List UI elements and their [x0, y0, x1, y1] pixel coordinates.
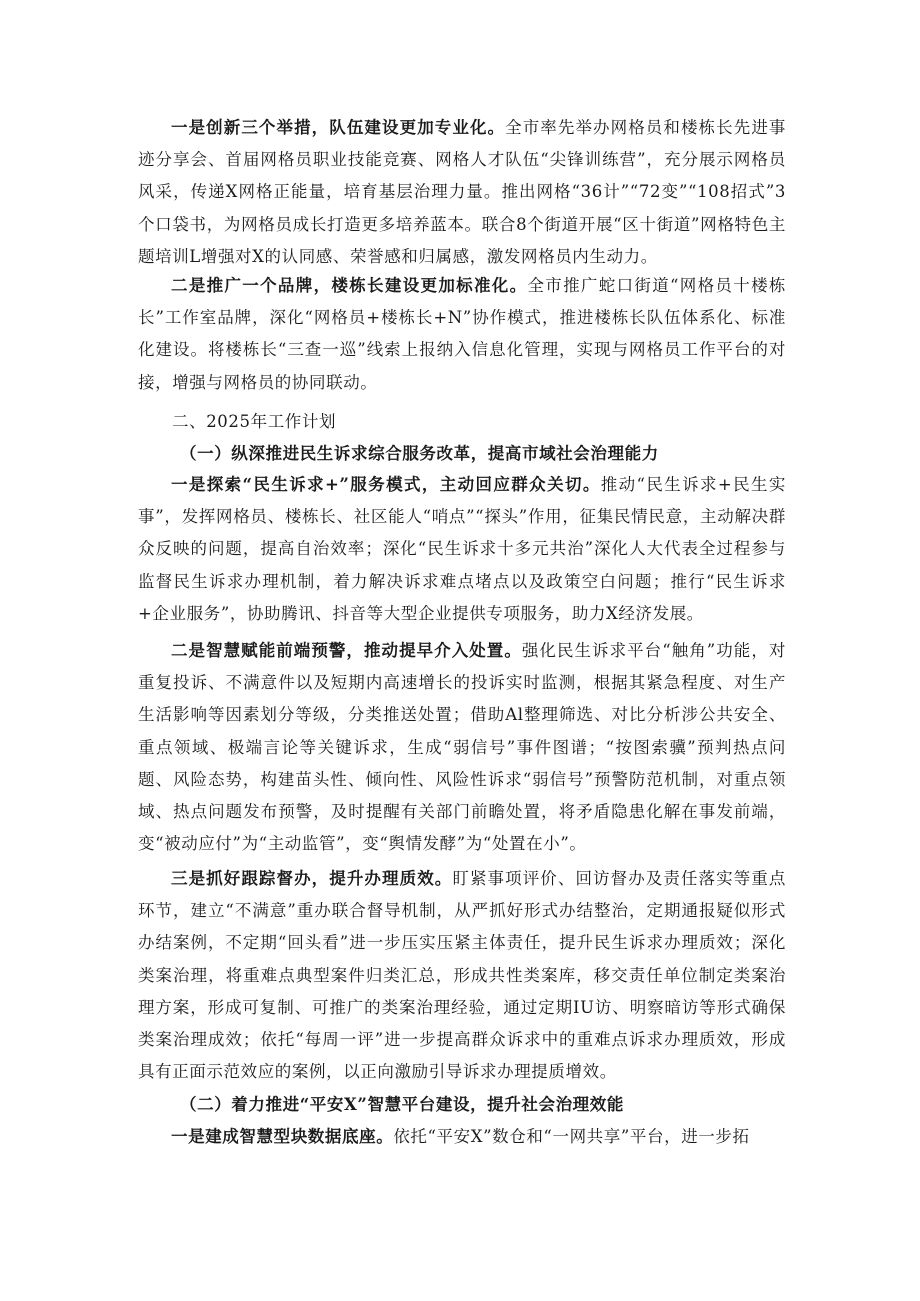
subsection-heading: （二）着力推进“平安X”智慧平台建设，提升社会治理效能	[180, 1095, 624, 1114]
paragraph-body: 依托“平安X”数仓和“一网共享”平台，进一步拓	[393, 1127, 750, 1146]
paragraph-brand	[138, 270, 786, 399]
paragraph-lead: 一是探索“民生诉求+”服务模式，主动回应群众关切。	[171, 475, 601, 494]
paragraph-body: 全市推广蛇口街道“网格员十楼栋长”工作室品牌，深化“网格员+楼栋长+N”协作模式，推进楼栋长队伍体系化、标准化建设。将楼栋长“三查一巡”线索上报纳入信息化管理，实现与网格员工作平台的对接，增强与网格员的协同联动。	[138, 276, 787, 392]
paragraph-body: 盯紧事项评价、回访督办及责任落实等重点环节，建立“不满意”重办联合督导机制，从严抓好形式办结整治，定期通报疑似形式办结案例，不定期“回头看”进一步压实压紧主体责任，提升民生诉求办理质效；深化类案治理，将重难点典型案件归类汇总，形成共性类案库，移交责任单位制定类案治理方案，形成可复制、可推广的类案治理经验，通过定期IU访、明察暗访等形式确保类案治理成效；依托“每周一评”进一步提高群众诉求中的重难点诉求办理质效，形成具有正面示范效应的案例，以正向激励引导诉求办理提质增效。	[138, 869, 786, 1082]
paragraph-early-warning	[138, 635, 786, 860]
paragraph-body: 强化民生诉求平台“触角”功能，对重复投诉、不满意件以及短期内高速增长的投诉实时监测，根据其紧急程度、对生产生活影响等因素划分等级，分类推送处置；借助Al整理筛选、对比分析涉公共安全、重点领域、极端言论等关键诉求，生成“弱信号”事件图谱；“按图索骥”预判热点问题、风险态势，构建苗头性、倾向性、风险性诉求“弱信号”预警防范机制，对重点领域、热点问题发布预警，及时提醒有关部门前瞻处置，将矛盾隐患化解在事发前端，变“被动应付”为“主动监管”，变“舆情发酵”为“处置在小”。	[138, 641, 786, 854]
paragraph-lead: 一是创新三个举措，队伍建设更加专业化。	[171, 118, 506, 137]
paragraph-supervision	[138, 863, 786, 1088]
paragraph-team-building	[138, 112, 786, 273]
paragraph-lead: 三是抓好跟踪督办，提升办理质效。	[171, 869, 453, 888]
paragraph-service-model	[138, 469, 786, 630]
subsection-heading: （一）纵深推进民生诉求综合服务改革，提高市域社会治理能力	[180, 444, 659, 463]
paragraph-lead: 二是智慧赋能前端预警，推动提早介入处置。	[171, 641, 522, 660]
paragraph-lead: 二是推广一个品牌，楼栋长建设更加标准化。	[171, 276, 528, 295]
paragraph-body: 全市率先举办网格员和楼栋长先进事迹分享会、首届网格员职业技能竞赛、网格人才队伍“尖锋训练营”，充分展示网格员风采，传递X网格正能量，培育基层治理力量。推出网格“36计”“72变”“108招式”3个口袋书，为网格员成长打造更多培养蓝本。联合8个街道开展“区十街道”网格特色主题培训L增强对X的认同感、荣誉感和归属感，激发网格员内生动力。	[138, 118, 786, 266]
paragraph-data-base	[138, 1121, 786, 1153]
section-heading: 二、2025年工作计划	[172, 412, 337, 431]
paragraph-body: 推动“民生诉求+民生实事”，发挥网格员、楼栋长、社区能人“哨点”“探头”作用，征集民情民意，主动解决群众反映的问题，提高自治效率；深化“民生诉求十多元共治”深化人大代表全过程参与监督民生诉求办理机制，着力解决诉求难点堵点以及政策空白问题；推行“民生诉求+企业服务”，协助腾讯、抖音等大型企业提供专项服务，助力X经济发展。	[138, 475, 786, 623]
paragraph-lead: 一是建成智慧型块数据底座。	[171, 1127, 394, 1146]
